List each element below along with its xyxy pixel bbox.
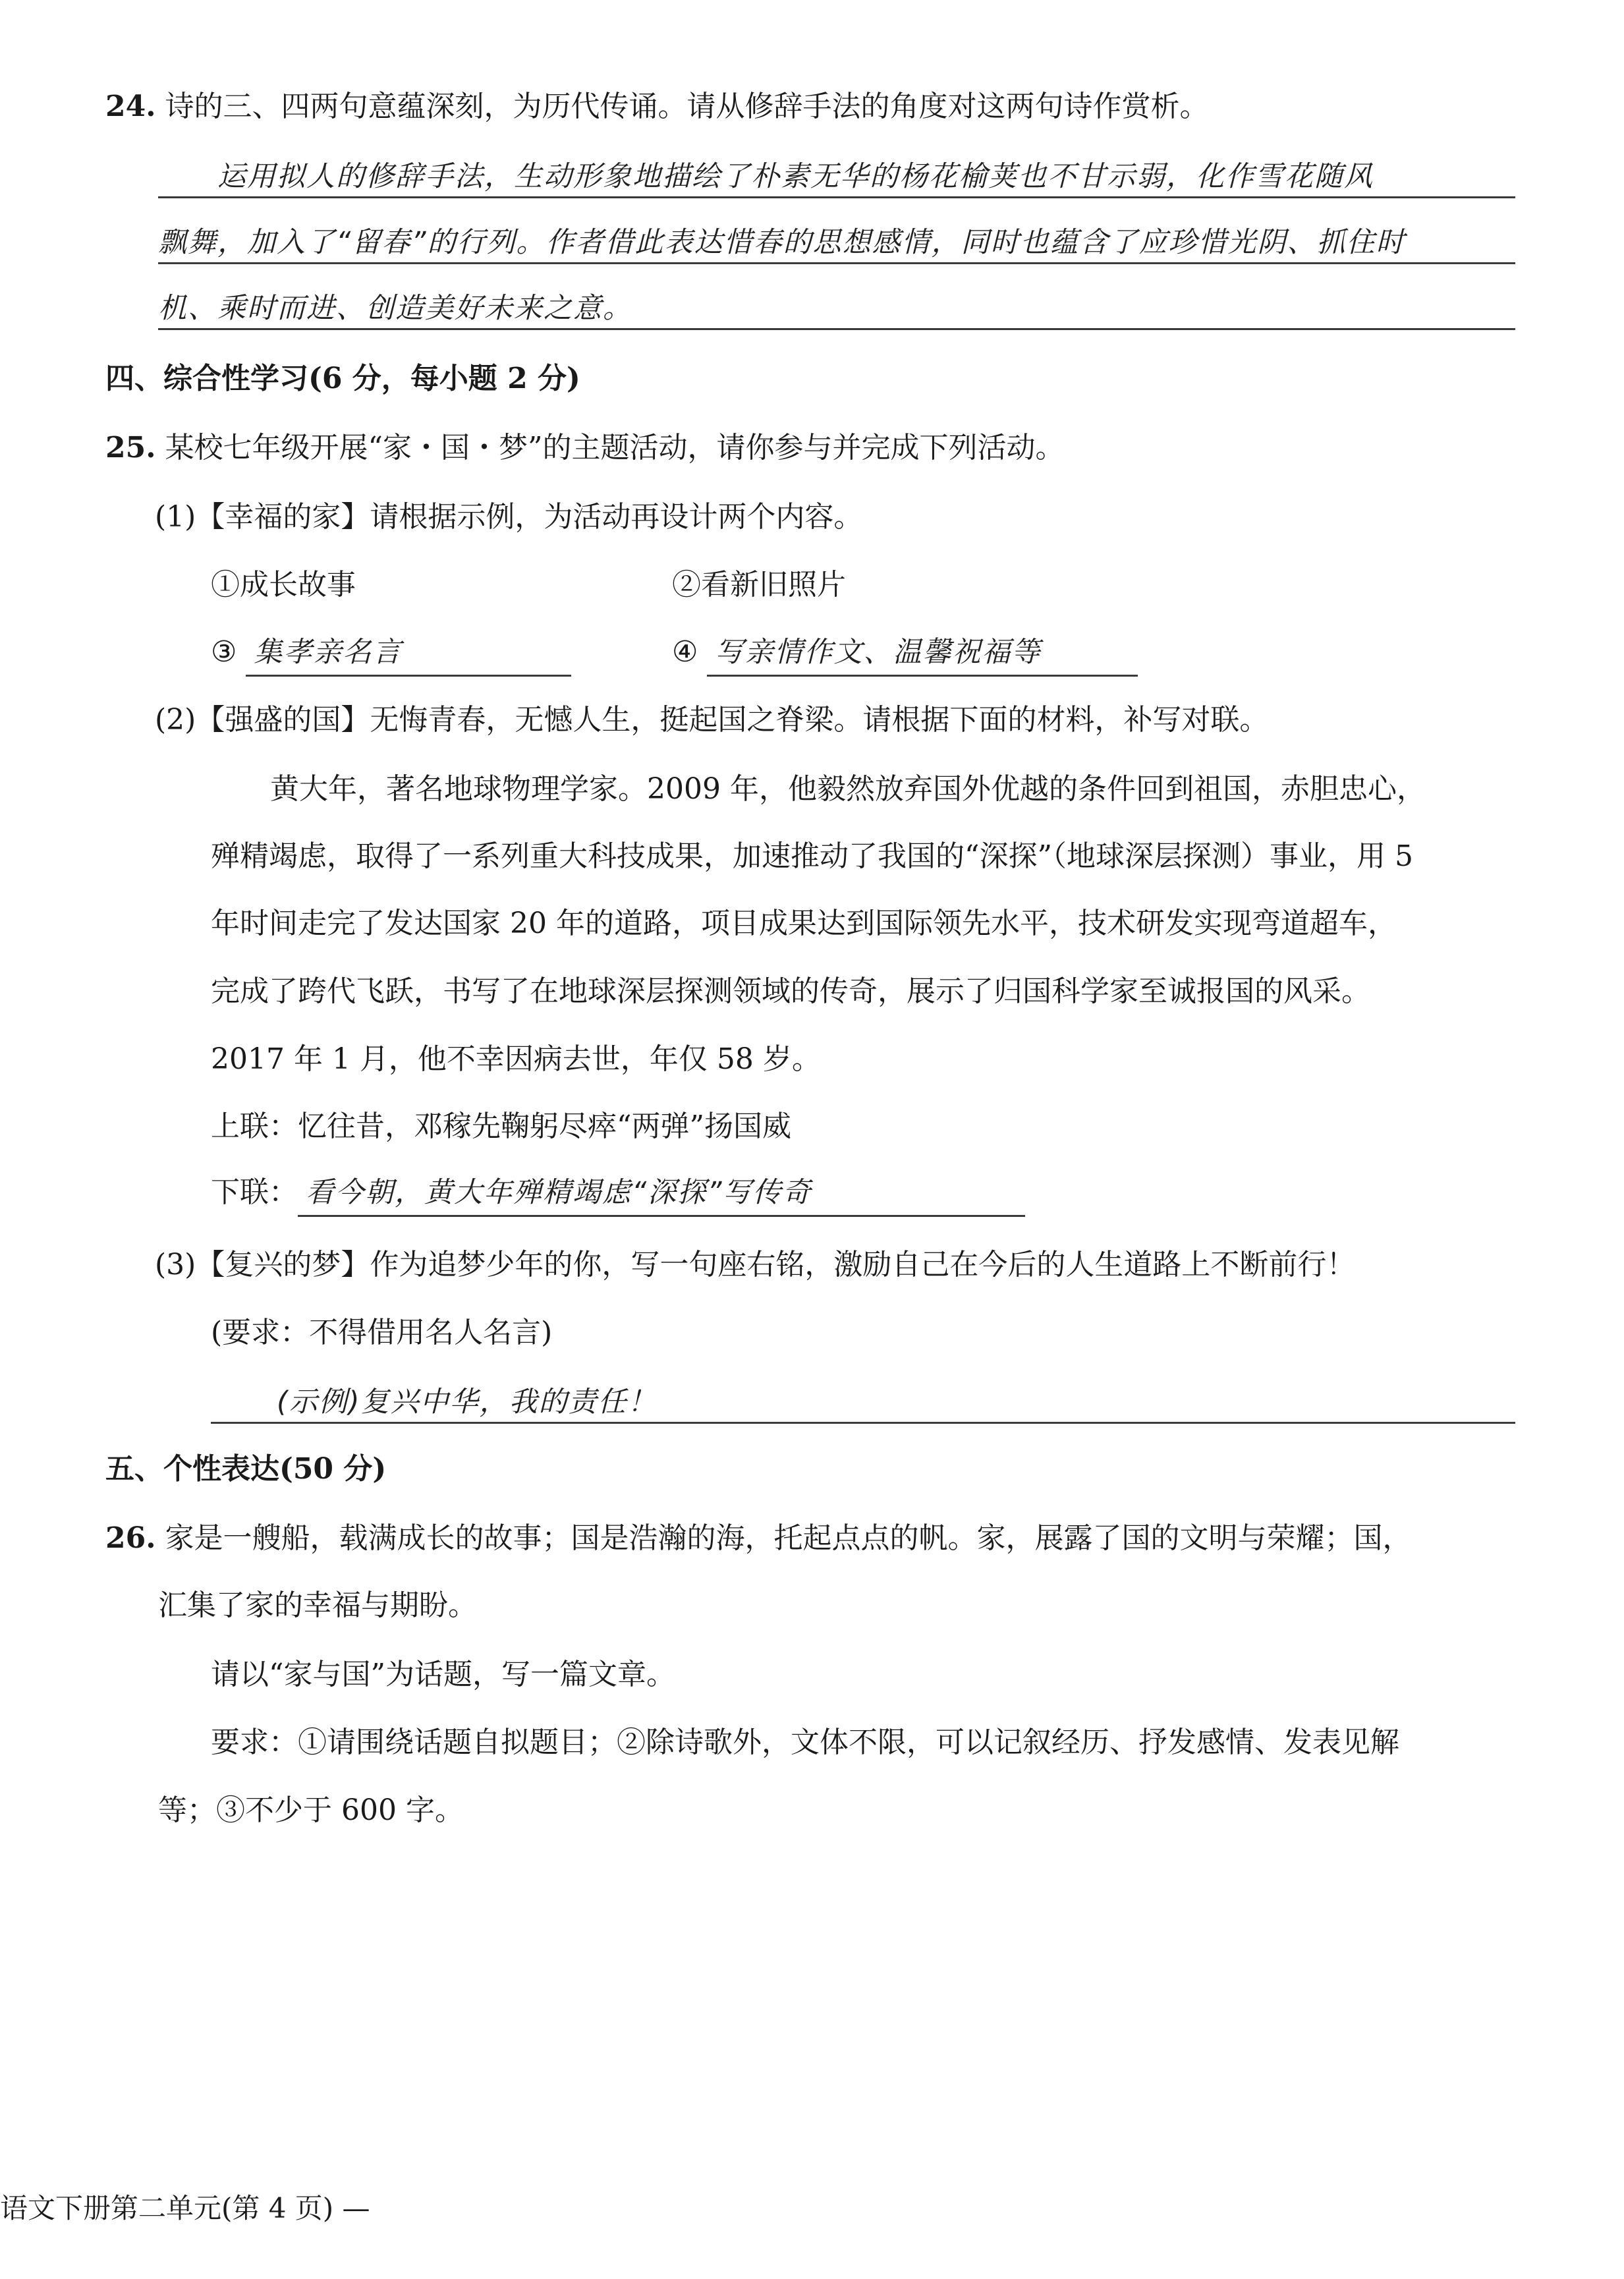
requirement-text: 要求：①请围绕话题自拟题目；②除诗歌外，文体不限，可以记叙经历、抒发感情、发表见解	[211, 1726, 1399, 1759]
couplet-text: 忆往昔，邓稼先鞠躬尽瘁“两弹”扬国威	[298, 1110, 791, 1143]
section-title: 五、个性表达(50 分)	[105, 1452, 387, 1486]
section-title: 四、综合性学习(6 分，每小题 2 分)	[105, 362, 580, 395]
requirement-text: (要求：不得借用名人名言)	[211, 1316, 553, 1349]
answer-item	[672, 633, 1138, 677]
answer-line: 机、乘时而进、创造美好未来之意。	[158, 292, 632, 325]
question-24	[105, 87, 1209, 127]
answer-rule	[158, 328, 1515, 330]
answer-item	[211, 633, 571, 677]
material-line: 2017 年 1 月，他不幸因病去世，年仅 58 岁。	[211, 1042, 821, 1076]
sub-question-prompt: (1)【幸福的家】请根据示例，为活动再设计两个内容。	[155, 500, 863, 534]
topic-text: 请以“家与国”为话题，写一篇文章。	[211, 1658, 675, 1691]
couplet-label: 下联：	[211, 1175, 298, 1209]
example-item: ②看新旧照片	[672, 568, 846, 602]
sub-question-prompt: (3)【复兴的梦】作为追梦少年的你，写一句座右铭，激励自己在今后的人生道路上不断前行！	[155, 1248, 1356, 1281]
item-answer: 集孝亲名言	[246, 633, 571, 677]
page-footer: 语文下册第二单元(第 4 页) —	[0, 2192, 370, 2224]
sub-question-prompt: (2)【强盛的国】无悔青春，无憾人生，挺起国之脊梁。请根据下面的材料，补写对联。	[155, 703, 1269, 737]
item-answer: 写亲情作文、温馨祝福等	[707, 633, 1138, 677]
example-item: ①成长故事	[211, 568, 356, 602]
answer-rule	[158, 196, 1515, 198]
requirement-text: 等；③不少于 600 字。	[158, 1793, 464, 1827]
material-line: 年时间走完了发达国家 20 年的道路，项目成果达到国际领先水平，技术研发实现弯道超车，	[211, 907, 1397, 940]
couplet-label: 上联：	[211, 1110, 298, 1143]
couplet-upper	[211, 1107, 791, 1146]
question-25	[105, 428, 1065, 468]
question-number: 25.	[105, 431, 156, 464]
question-text: 诗的三、四两句意蕴深刻，为历代传诵。请从修辞手法的角度对这两句诗作赏析。	[165, 90, 1209, 123]
question-text: 家是一艘船，载满成长的故事；国是浩瀚的海，托起点点的帆。家，展露了国的文明与荣耀；国，	[165, 1521, 1412, 1555]
question-number: 24.	[105, 90, 156, 123]
material-line: 殚精竭虑，取得了一系列重大科技成果，加速推动了我国的“深探”（地球深层探测）事业，用 5	[211, 839, 1413, 873]
couplet-lower	[211, 1173, 1025, 1217]
question-26	[105, 1519, 1412, 1558]
answer-rule	[211, 1422, 1515, 1424]
item-label: ④	[672, 635, 698, 669]
material-line: 黄大年，著名地球物理学家。2009 年，他毅然放弃国外优越的条件回到祖国，赤胆忠心，	[270, 772, 1426, 806]
couplet-answer: 看今朝，黄大年殚精竭虑“深探”写传奇	[298, 1173, 1025, 1217]
question-text: 某校七年级开展“家・国・梦”的主题活动，请你参与并完成下列活动。	[165, 431, 1065, 464]
answer-line: (示例)复兴中华，我的责任！	[277, 1386, 658, 1419]
question-text: 汇集了家的幸福与期盼。	[158, 1589, 477, 1622]
answer-rule	[158, 262, 1515, 264]
material-line: 完成了跨代飞跃，书写了在地球深层探测领域的传奇，展示了归国科学家至诚报国的风采。	[211, 974, 1370, 1008]
answer-line: 飘舞，加入了“留春”的行列。作者借此表达惜春的思想感情，同时也蕴含了应珍惜光阴、抓住时	[158, 226, 1406, 259]
answer-line: 运用拟人的修辞手法，生动形象地描绘了朴素无华的杨花榆荚也不甘示弱，化作雪花随风	[217, 160, 1374, 193]
question-number: 26.	[105, 1521, 156, 1555]
item-label: ③	[211, 635, 237, 669]
